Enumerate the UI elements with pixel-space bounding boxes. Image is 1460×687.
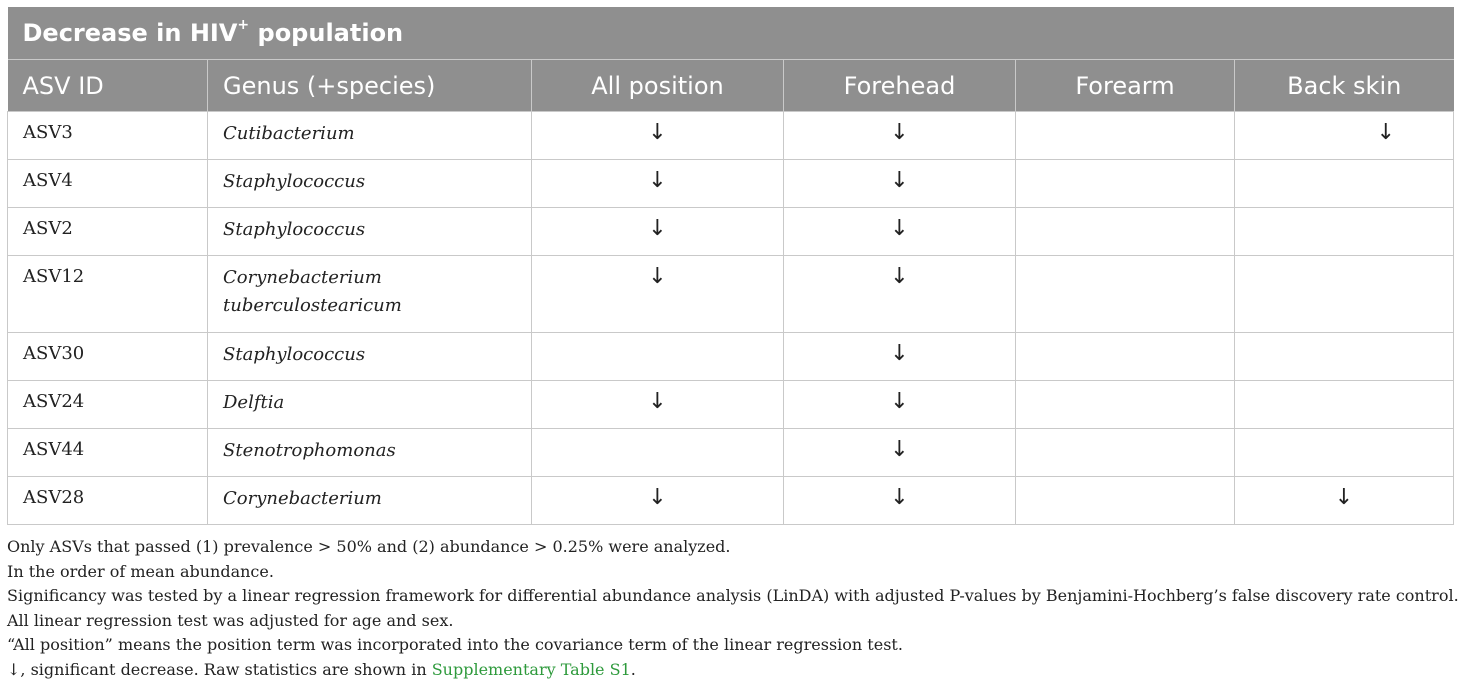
- asv-id-cell: ASV4: [8, 160, 208, 208]
- back-skin-cell: [1235, 333, 1454, 381]
- table-row: [8, 160, 1454, 208]
- genus-name-line: tuberculostearicum: [223, 295, 402, 316]
- header-forearm: Forearm: [1016, 60, 1235, 112]
- header-row: [8, 60, 1454, 112]
- forehead-cell: ↓: [784, 160, 1016, 208]
- table-title: [8, 7, 1454, 60]
- header-all-position: All position: [532, 60, 784, 112]
- header-back-skin: Back skin: [1235, 60, 1454, 112]
- genus-name-line: Delftia: [223, 392, 285, 413]
- header-genus: Genus (+species): [208, 60, 532, 112]
- footnote-4: All linear regression test was adjusted for age and sex.: [7, 610, 454, 630]
- forearm-cell: [1016, 208, 1235, 256]
- genus-name-line: Staphylococcus: [223, 219, 366, 240]
- back-skin-cell: [1235, 208, 1454, 256]
- back-skin-cell: [1235, 256, 1454, 333]
- genus-name-line: Corynebacterium: [223, 267, 382, 288]
- forearm-cell: [1016, 381, 1235, 429]
- asv-id-cell: ASV30: [8, 333, 208, 381]
- table-row: [8, 477, 1454, 525]
- table-title-suffix: population: [249, 19, 404, 47]
- genus-cell: [208, 208, 532, 256]
- results-table-container: [7, 7, 1453, 525]
- table-row: [8, 112, 1454, 160]
- all-position-cell: [532, 333, 784, 381]
- table-title-text: Decrease in HIV: [22, 19, 238, 47]
- forehead-cell: ↓: [784, 477, 1016, 525]
- genus-name-line: Stenotrophomonas: [223, 440, 396, 461]
- back-skin-cell: ↓: [1235, 112, 1454, 160]
- footnote-6: [7, 658, 1453, 683]
- forearm-cell: [1016, 256, 1235, 333]
- footnote-5: “All position” means the position term was incorporated into the covariance term of the linear regression test.: [7, 635, 903, 655]
- genus-cell: [208, 477, 532, 525]
- genus-cell: [208, 381, 532, 429]
- table-row: [8, 381, 1454, 429]
- all-position-cell: ↓: [532, 381, 784, 429]
- forearm-cell: [1016, 333, 1235, 381]
- footnote-6-text: ↓, significant decrease. Raw statistics are shown in: [7, 659, 432, 679]
- asv-id-cell: ASV12: [8, 256, 208, 333]
- all-position-cell: ↓: [532, 160, 784, 208]
- asv-id-cell: ASV24: [8, 381, 208, 429]
- all-position-cell: ↓: [532, 208, 784, 256]
- table-row: [8, 208, 1454, 256]
- footnote-2: In the order of mean abundance.: [7, 561, 274, 581]
- genus-cell: [208, 429, 532, 477]
- forearm-cell: [1016, 477, 1235, 525]
- asv-id-cell: ASV28: [8, 477, 208, 525]
- all-position-cell: ↓: [532, 477, 784, 525]
- table-row: [8, 333, 1454, 381]
- genus-name-line: Staphylococcus: [223, 344, 366, 365]
- asv-id-cell: ASV2: [8, 208, 208, 256]
- table-row: [8, 256, 1454, 333]
- forehead-cell: ↓: [784, 256, 1016, 333]
- back-skin-cell: [1235, 429, 1454, 477]
- table-row: [8, 429, 1454, 477]
- forehead-cell: ↓: [784, 112, 1016, 160]
- footnote-3: Significancy was tested by a linear regression framework for differential abundance analysis (LinDA) with adjusted P-values by Benjamini-Hochberg’s false discovery rate control.: [7, 586, 1459, 606]
- forehead-cell: ↓: [784, 381, 1016, 429]
- genus-cell: [208, 333, 532, 381]
- asv-id-cell: ASV44: [8, 429, 208, 477]
- all-position-cell: ↓: [532, 256, 784, 333]
- all-position-cell: [532, 429, 784, 477]
- header-forehead: Forehead: [784, 60, 1016, 112]
- genus-name-line: Cutibacterium: [223, 123, 355, 144]
- genus-name-line: Corynebacterium: [223, 488, 382, 509]
- forehead-cell: ↓: [784, 333, 1016, 381]
- forearm-cell: [1016, 429, 1235, 477]
- table-body: [8, 112, 1454, 525]
- back-skin-cell: ↓: [1235, 477, 1454, 525]
- genus-name-line: Staphylococcus: [223, 171, 366, 192]
- genus-cell: [208, 112, 532, 160]
- genus-cell: [208, 256, 532, 333]
- back-skin-cell: [1235, 160, 1454, 208]
- asv-id-cell: ASV3: [8, 112, 208, 160]
- footnotes: [7, 535, 1459, 683]
- forehead-cell: ↓: [784, 429, 1016, 477]
- genus-cell: [208, 160, 532, 208]
- back-skin-cell: [1235, 381, 1454, 429]
- results-table: [7, 7, 1454, 525]
- forearm-cell: [1016, 112, 1235, 160]
- table-title-superscript: +: [237, 17, 250, 33]
- forearm-cell: [1016, 160, 1235, 208]
- all-position-cell: ↓: [532, 112, 784, 160]
- supplementary-table-link[interactable]: Supplementary Table S1: [431, 659, 631, 679]
- footnote-1: Only ASVs that passed (1) prevalence > 50% and (2) abundance > 0.25% were analyzed.: [7, 537, 731, 556]
- forehead-cell: ↓: [784, 208, 1016, 256]
- footnote-6-suffix: .: [630, 659, 636, 679]
- header-asv-id: ASV ID: [8, 60, 208, 112]
